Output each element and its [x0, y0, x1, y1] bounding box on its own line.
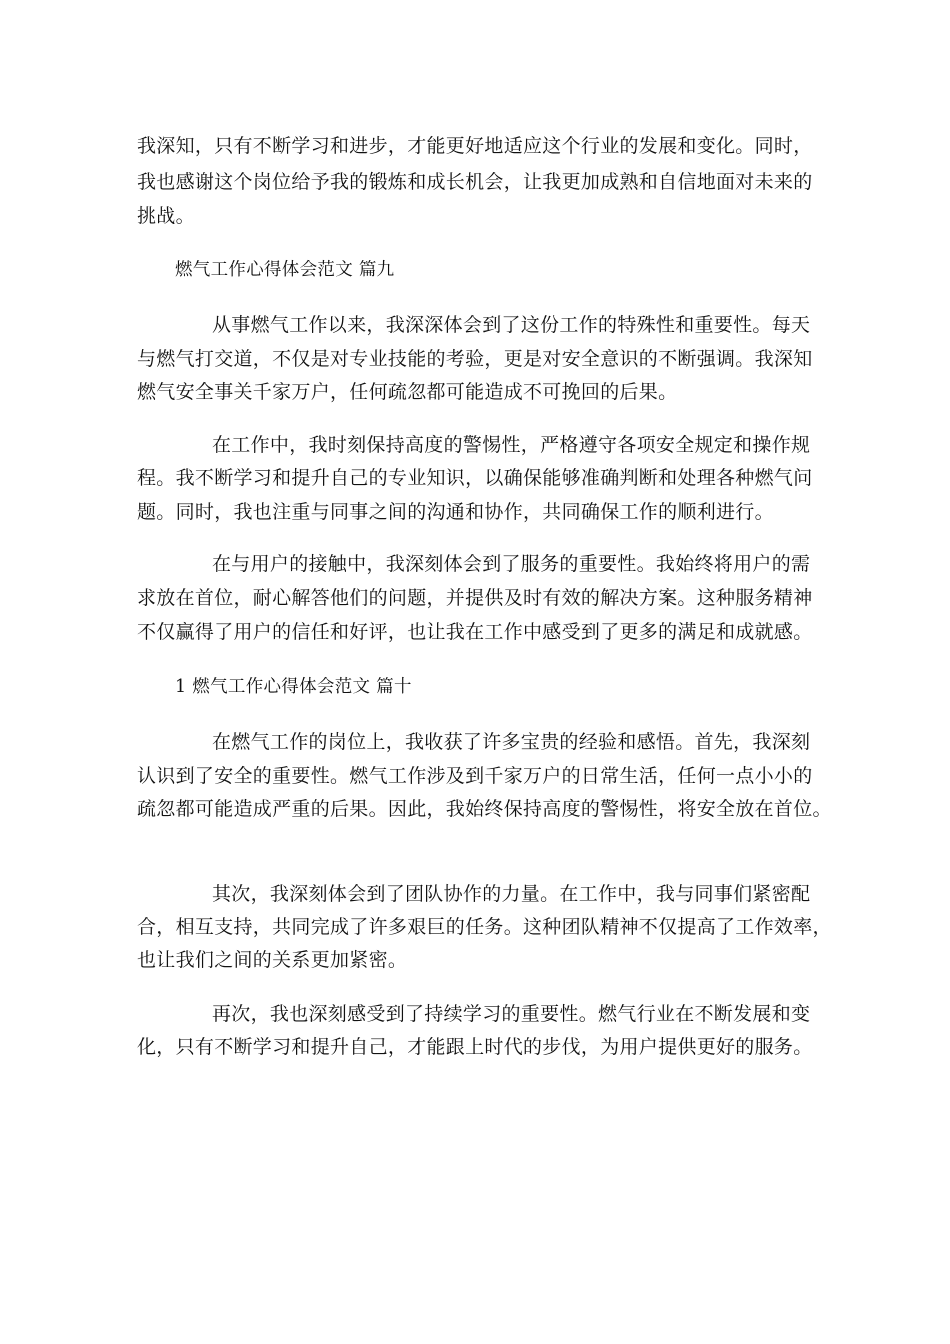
text-line: 我深知，只有不断学习和进步，才能更好地适应这个行业的发展和变化。同时，	[137, 135, 813, 157]
text-line: 在燃气工作的岗位上，我收获了许多宝贵的经验和感悟。首先，我深刻	[212, 731, 811, 753]
text-line: 从事燃气工作以来，我深深体会到了这份工作的特殊性和重要性。每天	[212, 314, 811, 336]
text-line: 燃气安全事关千家万户，任何疏忽都可能造成不可挽回的后果。	[137, 381, 678, 403]
text-line: 在与用户的接触中，我深刻体会到了服务的重要性。我始终将用户的需	[212, 553, 811, 575]
text-line: 认识到了安全的重要性。燃气工作涉及到千家万户的日常生活，任何一点小小的	[137, 765, 813, 787]
section-heading-9: 燃气工作心得体会范文 篇九	[175, 260, 395, 280]
text-line: 挑战。	[137, 205, 195, 227]
text-line: 在工作中，我时刻保持高度的警惕性，严格遵守各项安全规定和操作规	[212, 434, 811, 456]
text-line: 不仅赢得了用户的信任和好评，也让我在工作中感受到了更多的满足和成就感。	[137, 621, 813, 643]
text-line: 也让我们之间的关系更加紧密。	[137, 949, 408, 971]
section-heading-10: 1 燃气工作心得体会范文 篇十	[175, 677, 412, 697]
text-line: 题。同时，我也注重与同事之间的沟通和协作，共同确保工作的顺利进行。	[137, 501, 774, 523]
text-line: 求放在首位，耐心解答他们的问题，并提供及时有效的解决方案。这种服务精神	[137, 587, 813, 609]
text-line: 与燃气打交道，不仅是对专业技能的考验，更是对安全意识的不断强调。我深知	[137, 348, 813, 370]
text-line: 其次，我深刻体会到了团队协作的力量。在工作中，我与同事们紧密配	[212, 883, 811, 905]
text-line: 我也感谢这个岗位给予我的锻炼和成长机会，让我更加成熟和自信地面对未来的	[137, 171, 813, 193]
text-line: 化，只有不断学习和提升自己，才能跟上时代的步伐，为用户提供更好的服务。	[137, 1036, 813, 1058]
text-line: 疏忽都可能造成严重的后果。因此，我始终保持高度的警惕性，将安全放在首位。	[137, 798, 832, 820]
text-line: 再次，我也深刻感受到了持续学习的重要性。燃气行业在不断发展和变	[212, 1003, 811, 1025]
text-line: 程。我不断学习和提升自己的专业知识，以确保能够准确判断和处理各种燃气问	[137, 467, 813, 489]
text-line: 合，相互支持，共同完成了许多艰巨的任务。这种团队精神不仅提高了工作效率，	[137, 916, 832, 938]
